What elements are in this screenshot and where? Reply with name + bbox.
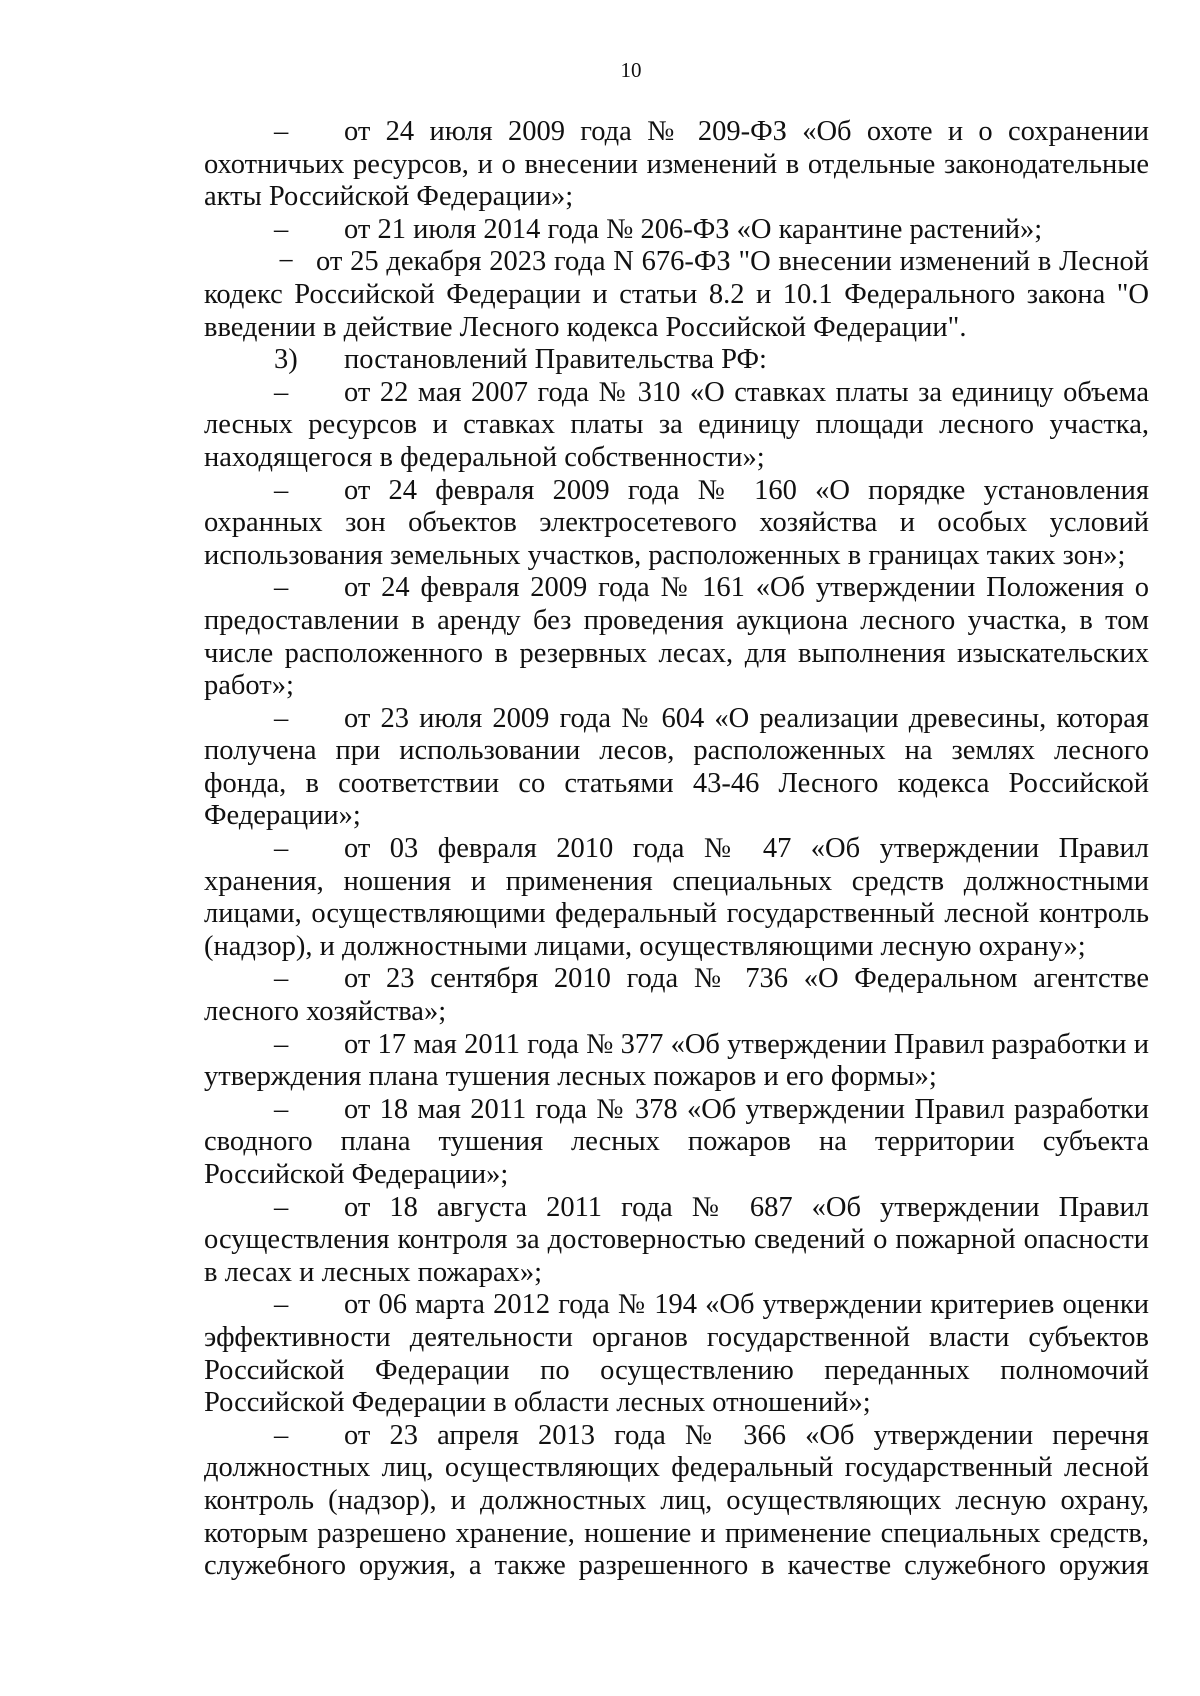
list-item — [204, 214, 1149, 247]
list-dash: − — [278, 246, 295, 278]
list-item-text: от 18 мая 2011 года № 378 «Об утверждении Правил разработки сводного плана тушения лесных пожаров на территории субъекта Российской Федерации»; — [204, 1093, 1149, 1190]
list-dash: – — [274, 963, 289, 995]
document-body — [204, 116, 1149, 1583]
list-item — [204, 246, 1149, 344]
list-item-text: от 23 июля 2009 года № 604 «О реализации древесины, которая получена при использовании лесов, расположенных на землях лесного фонда, в соответствии со статьями 43-46 Лесного кодекса Российской Федерации»; — [204, 702, 1149, 832]
list-item — [204, 833, 1149, 963]
list-item — [204, 1192, 1149, 1290]
list-item-text: от 24 июля 2009 года № 209-ФЗ «Об охоте и о сохранении охотничьих ресурсов, и о внесении изменений в отдельные законодательные акты Российской Федерации»; — [204, 116, 1149, 213]
list-dash: – — [274, 1028, 289, 1060]
list-item-text: от 18 августа 2011 года № 687 «Об утверждении Правил осуществления контроля за достоверностью сведений о пожарной опасности в лесах и лесных пожарах»; — [204, 1191, 1149, 1288]
list-item — [204, 963, 1149, 1028]
list-dash: – — [274, 1419, 289, 1451]
list-dash: – — [274, 1289, 289, 1321]
list-item-text: от 25 декабря 2023 года N 676-ФЗ "О внесении изменений в Лесной кодекс Российской Федерации и статьи 8.2 и 10.1 Федерального закона "О введении в действие Лесного кодекса Российской Федерации". — [204, 246, 1149, 343]
list-item-text: от 24 февраля 2009 года № 160 «О порядке установления охранных зон объектов электросетевого хозяйства и особых условий использования земельных участков, расположенных в границах таких зон»; — [204, 474, 1149, 571]
list-dash: – — [274, 1191, 289, 1223]
list-dash: – — [274, 474, 289, 506]
list-item — [204, 377, 1149, 475]
list-item-text: от 24 февраля 2009 года № 161 «Об утверждении Положения о предоставлении в аренду без проведения аукциона лесного участка, в том числе расположенного в резервных лесах, для выполнения изыскательских работ»; — [204, 572, 1149, 702]
list-item — [204, 1094, 1149, 1192]
list-item — [204, 475, 1149, 573]
list-item-text: от 06 марта 2012 года № 194 «Об утверждении критериев оценки эффективности деятельности органов государственной власти субъектов Российской Федерации по осуществлению переданных полномочий Российской Федерации в области лесных отношений»; — [204, 1289, 1149, 1419]
list-item-text: от 23 апреля 2013 года № 366 «Об утверждении перечня должностных лиц, осуществляющих федеральный государственный лесной контроль (надзор), и должностных лиц, осуществляющих лесную охрану, которым разрешено хранение, ношение и применение специальных средств, служебного оружия, а также разрешенного в качестве служебного оружия — [204, 1419, 1149, 1582]
list-item-text: от 22 мая 2007 года № 310 «О ставках платы за единицу объема лесных ресурсов и ставках платы за единицу площади лесного участка, находящегося в федеральной собственности»; — [204, 376, 1149, 473]
list-item-text: от 23 сентября 2010 года № 736 «О Федеральном агентстве лесного хозяйства»; — [204, 963, 1149, 1028]
page-number: 10 — [620, 58, 642, 82]
list-item — [204, 1289, 1149, 1419]
list-item — [204, 116, 1149, 214]
list-item — [204, 1029, 1149, 1094]
list-dash: – — [274, 1093, 289, 1125]
list-dash: – — [274, 833, 289, 865]
list-item-text: от 21 июля 2014 года № 206-ФЗ «О карантине растений»; — [344, 213, 1043, 245]
list-dash: – — [274, 213, 289, 245]
item-number: 3) — [274, 344, 298, 376]
list-item — [204, 572, 1149, 702]
list-dash: – — [274, 702, 289, 734]
list-item — [204, 703, 1149, 833]
list-dash: – — [274, 572, 289, 604]
list-item-text: от 03 февраля 2010 года № 47 «Об утверждении Правил хранения, ношения и применения специальных средств должностными лицами, осуществляющими федеральный государственный лесной контроль (надзор), и должностными лицами, осуществляющими лесную охрану»; — [204, 833, 1149, 962]
list-item — [204, 1420, 1149, 1583]
numbered-item-text: постановлений Правительства РФ: — [344, 344, 767, 376]
numbered-item — [204, 344, 1149, 377]
list-dash: – — [274, 376, 289, 408]
list-item-text: от 17 мая 2011 года № 377 «Об утверждении Правил разработки и утверждения плана тушения лесных пожаров и его формы»; — [204, 1028, 1149, 1093]
list-dash: – — [274, 116, 289, 147]
